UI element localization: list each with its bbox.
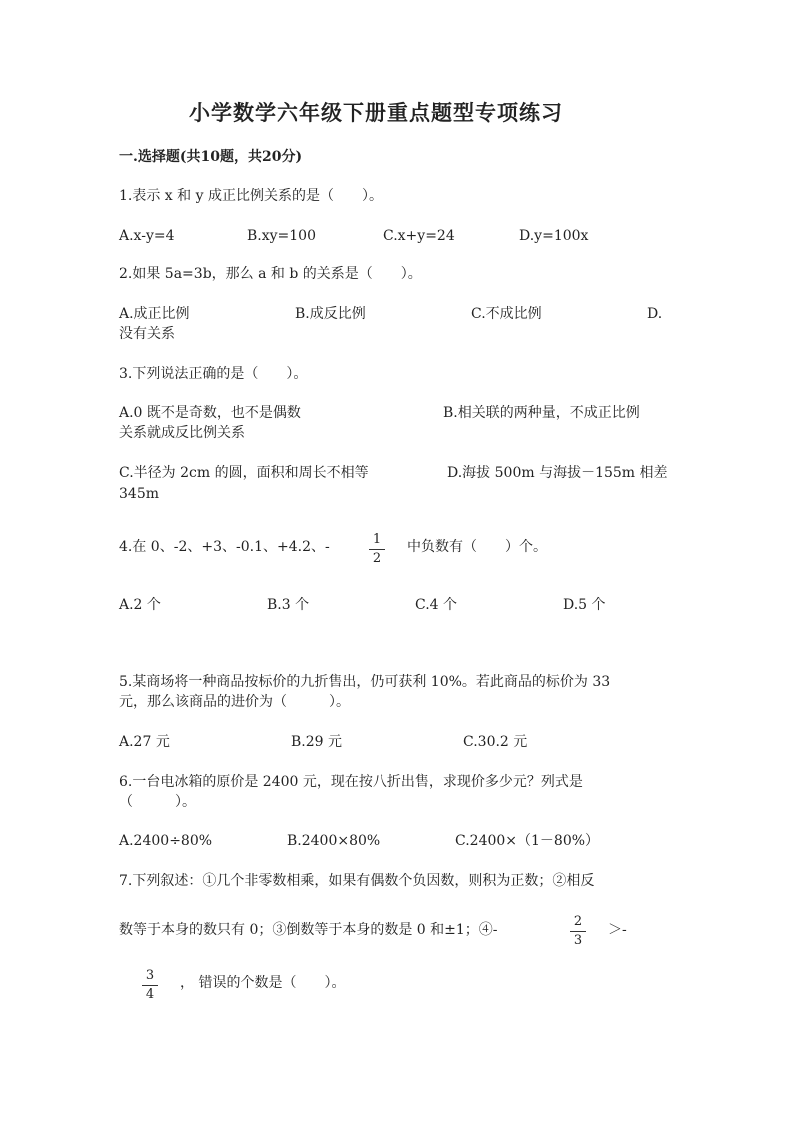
question-3-option-b: B.相关联的两种量，不成正比例: [443, 405, 640, 421]
fraction-denominator: 3: [573, 933, 583, 948]
question-3-option-d-cont: 345m: [119, 486, 159, 502]
section-heading: 一.选择题(共10题，共20分): [119, 149, 303, 165]
question-1-option-b: B.xy=100: [247, 228, 316, 244]
question-6-option-c: C.2400×（1－80%）: [455, 833, 600, 849]
question-5-option-b: B.29 元: [291, 734, 343, 750]
fraction-numerator: 1: [372, 532, 382, 547]
question-4-fraction: [369, 532, 385, 567]
question-5-option-a: A.27 元: [119, 734, 170, 750]
fraction-bar: [142, 985, 158, 986]
question-5-stem-cont: 元，那么该商品的进价为（ ）。: [119, 694, 350, 710]
question-4-option-a: A.2 个: [119, 597, 161, 613]
fraction-denominator: 2: [372, 551, 382, 566]
question-1-option-a: A.x-y=4: [119, 228, 175, 244]
page-title: 小学数学六年级下册重点题型专项练习: [189, 100, 563, 125]
question-2-stem: 2.如果 5a=3b，那么 a 和 b 的关系是（ ）。: [119, 266, 422, 282]
question-7-stem: 7.下列叙述：①几个非零数相乘，如果有偶数个负因数，则积为正数；②相反: [119, 873, 595, 889]
question-3-option-b-cont: 关系就成反比例关系: [119, 425, 245, 441]
question-3-option-d: D.海拔 500m 与海拔－155m 相差: [447, 465, 668, 481]
question-4-option-c: C.4 个: [415, 597, 458, 613]
fraction-numerator: 2: [573, 914, 583, 929]
question-5-stem: 5.某商场将一种商品按标价的九折售出，仍可获利 10%。若此商品的标价为 33: [119, 674, 611, 690]
question-3-option-a: A.0 既不是奇数，也不是偶数: [119, 405, 301, 421]
question-7-comparison-sign: ＞-: [608, 922, 627, 938]
question-2-option-c: C.不成比例: [471, 306, 542, 322]
question-4-option-d: D.5 个: [563, 597, 606, 613]
question-7-stem-end: ， 错误的个数是（ ）。: [180, 975, 346, 991]
fraction-bar: [369, 549, 385, 550]
question-2-option-a: A.成正比例: [119, 306, 190, 322]
question-2-option-d: D.: [647, 306, 663, 322]
question-6-option-a: A.2400÷80%: [119, 833, 213, 849]
question-4-stem-end: 中负数有（ ）个。: [407, 539, 547, 555]
question-1-stem: 1.表示 x 和 y 成正比例关系的是（ ）。: [119, 188, 383, 204]
question-3-stem: 3.下列说法正确的是（ ）。: [119, 366, 308, 382]
question-6-option-b: B.2400×80%: [287, 833, 381, 849]
fraction-denominator: 4: [145, 987, 155, 1002]
question-5-option-c: C.30.2 元: [463, 734, 528, 750]
question-7-stem-cont: 数等于本身的数只有 0；③倒数等于本身的数是 0 和±1；④-: [119, 922, 498, 938]
question-7-fraction-2: [142, 968, 158, 1003]
fraction-bar: [570, 931, 586, 932]
question-3-option-c: C.半径为 2cm 的圆，面积和周长不相等: [119, 465, 369, 481]
question-4-stem: 4.在 0、-2、+3、-0.1、+4.2、-: [119, 539, 330, 555]
question-2-option-b: B.成反比例: [295, 306, 366, 322]
question-4-option-b: B.3 个: [267, 597, 310, 613]
question-7-fraction-1: [570, 914, 586, 949]
question-1-option-c: C.x+y=24: [383, 228, 455, 244]
question-6-stem: 6.一台电冰箱的原价是 2400 元，现在按八折出售，求现价多少元？列式是: [119, 774, 583, 790]
fraction-numerator: 3: [145, 968, 155, 983]
question-2-option-d-text: 没有关系: [119, 326, 175, 342]
question-1-option-d: D.y=100x: [519, 228, 589, 244]
question-6-stem-cont: （ ）。: [119, 794, 196, 810]
